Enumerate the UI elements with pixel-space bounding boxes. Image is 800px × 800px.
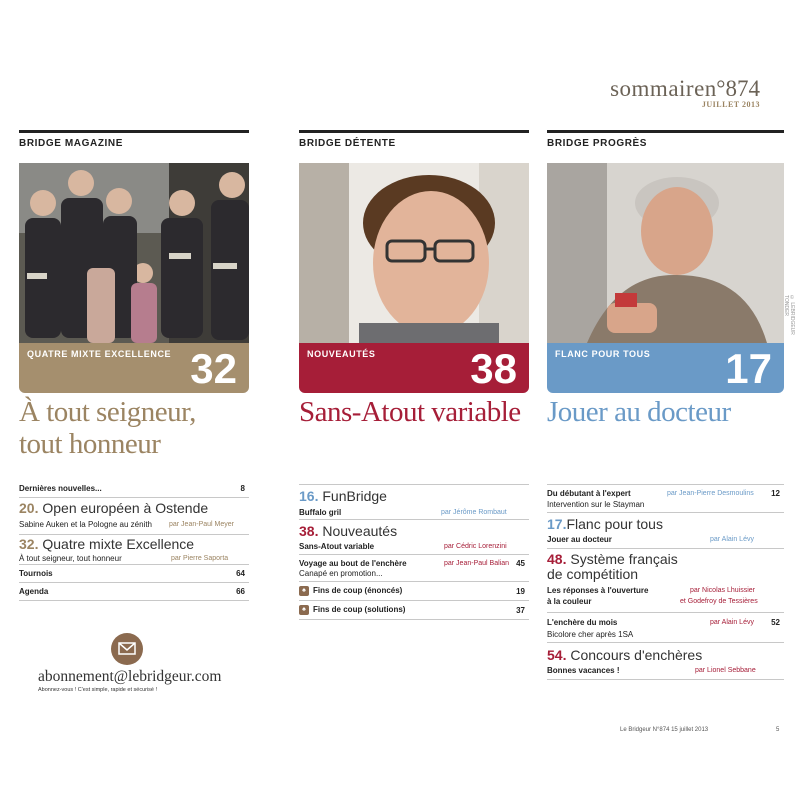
section-number: 32. — [19, 536, 39, 552]
toc-subtitle: Bicolore cher après 1SA — [547, 630, 634, 639]
toc-page: 45 — [516, 559, 525, 568]
toc-page: 64 — [236, 569, 245, 578]
toc-label: Tournois — [19, 569, 53, 578]
feature-tag: FLANC POUR TOUS — [555, 349, 651, 359]
toc-subtitle: Intervention sur le Stayman — [547, 500, 645, 509]
subscription-tagline: Abonnez-vous ! C'est simple, rapide et sécurisé ! — [38, 687, 158, 693]
section-label: FunBridge — [322, 488, 387, 504]
section-author: par Jean-Pierre Desmoulins — [667, 490, 754, 497]
section-number: 38. — [299, 523, 319, 539]
toc-label: Du débutant à l'expert — [547, 489, 631, 498]
feature-page-number: 38 — [470, 345, 517, 392]
column-heading-magazine: BRIDGE MAGAZINE — [19, 130, 249, 150]
photo-young-man[interactable] — [299, 163, 529, 343]
feature-page-number: 32 — [190, 345, 237, 392]
toc-item-voyage[interactable] — [299, 555, 529, 582]
section-number: 48. — [547, 551, 567, 567]
footer-text: Le Bridgeur N°874 15 juillet 2013 — [620, 727, 709, 733]
toc-page: 8 — [240, 484, 245, 493]
feature-title-progres[interactable]: Jouer au docteur — [547, 396, 731, 428]
section-label: Nouveautés — [322, 523, 398, 539]
section-author: par Alain Lévy — [710, 619, 754, 626]
column-heading-detente: BRIDGE DÉTENTE — [299, 130, 529, 150]
feature-tag: NOUVEAUTÉS — [307, 349, 376, 359]
section-label: Flanc pour tous — [566, 516, 663, 532]
section-label-line2: de compétition — [547, 566, 639, 582]
feature-title-detente[interactable]: Sans-Atout variable — [299, 396, 521, 428]
toc-item-enchere[interactable] — [547, 613, 784, 643]
section-label: Système français — [570, 551, 678, 567]
section-subtitle: Jouer au docteur — [547, 535, 612, 544]
section-subtitle: Sans-Atout variable — [299, 542, 375, 551]
young-man-photo-image — [299, 163, 529, 343]
toc-item-fins-solutions[interactable] — [299, 601, 529, 620]
issue-date: JUILLET 2013 — [701, 100, 760, 109]
toc-section-funbridge[interactable] — [299, 485, 529, 520]
section-author: par Jérôme Rombaut — [441, 509, 507, 516]
toc-page: 66 — [236, 587, 245, 596]
cards-icon: ♠ — [299, 605, 309, 615]
section-author: par Cédric Lorenzini — [444, 543, 507, 550]
masthead-title: sommaire — [610, 76, 705, 101]
photo-team[interactable] — [19, 163, 249, 343]
toc-label: L'enchère du mois — [547, 618, 618, 627]
feature-title-line1: À tout seigneur, — [19, 396, 196, 428]
toc-section-mixte[interactable] — [19, 535, 249, 565]
toc-label: Les réponses à l'ouverture — [547, 586, 649, 595]
toc-label-line2: à la couleur — [547, 597, 592, 606]
section-author: par Jean-Paul Meyer — [169, 521, 234, 528]
toc-label: Dernières nouvelles... — [19, 484, 102, 493]
section-author: par Nicolas Lhuissier — [690, 587, 755, 594]
section-subtitle: À tout seigneur, tout honneur — [19, 554, 122, 563]
feature-tag: QUATRE MIXTE EXCELLENCE — [27, 349, 172, 359]
toc-page: 37 — [516, 606, 525, 615]
envelope-icon — [110, 632, 144, 666]
section-label: Quatre mixte Excellence — [42, 536, 195, 552]
section-author: par Jean-Paul Balian — [444, 560, 509, 567]
toc-section-flanc[interactable] — [547, 513, 784, 549]
feature-title-magazine[interactable] — [19, 396, 269, 460]
toc-page: 19 — [516, 587, 525, 596]
toc-item-news[interactable] — [19, 481, 249, 498]
toc-detente — [299, 484, 529, 620]
toc-item-debutant[interactable] — [547, 485, 784, 513]
toc-label: Fins de coup (énoncés) — [313, 586, 403, 596]
toc-label: Agenda — [19, 587, 49, 596]
toc-section-ostende[interactable] — [19, 498, 249, 535]
section-author: par Pierre Saporta — [171, 555, 229, 562]
toc-item-tournois[interactable] — [19, 565, 249, 583]
feature-page-number: 17 — [725, 345, 772, 392]
section-number: 16. — [299, 488, 319, 504]
subscription-email[interactable]: abonnement@lebridgeur.com — [38, 668, 222, 685]
toc-section-concours[interactable] — [547, 643, 784, 680]
photo-older-man[interactable] — [547, 163, 784, 343]
photo-credit: © LEBRIDGEUR TONDER — [783, 295, 795, 335]
section-subtitle: Sabine Auken et la Pologne au zénith — [19, 520, 152, 529]
section-author-line2: et Godefroy de Tessières — [680, 598, 758, 605]
section-number: 54. — [547, 647, 567, 663]
section-author: par Alain Lévy — [710, 536, 754, 543]
section-number: 20. — [19, 500, 39, 516]
older-man-photo-image — [547, 163, 784, 343]
section-subtitle: Bonnes vacances ! — [547, 666, 620, 675]
masthead — [500, 76, 760, 109]
cards-icon: ♠ — [299, 586, 309, 596]
toc-item-agenda[interactable] — [19, 583, 249, 601]
toc-label: Voyage au bout de l'enchère — [299, 559, 407, 568]
section-author: par Lionel Sebbane — [695, 667, 756, 674]
footer-page-number: 5 — [776, 727, 780, 733]
feature-band-detente[interactable] — [299, 343, 529, 393]
toc-page: 52 — [771, 618, 780, 627]
section-label: Concours d'enchères — [570, 647, 703, 663]
toc-subtitle: Canapé en promotion... — [299, 569, 383, 578]
issue-number: n°874 — [704, 76, 760, 101]
team-photo-image — [19, 163, 249, 343]
feature-title-line2: tout honneur — [19, 428, 161, 460]
feature-band-magazine[interactable] — [19, 343, 249, 393]
toc-item-fins-enonces[interactable] — [299, 582, 529, 601]
column-heading-progres: BRIDGE PROGRÈS — [547, 130, 784, 150]
toc-page: 12 — [771, 489, 780, 498]
section-label: Open européen à Ostende — [42, 500, 209, 516]
toc-label: Fins de coup (solutions) — [313, 605, 406, 615]
toc-section-systeme[interactable] — [547, 549, 784, 613]
feature-band-progres[interactable] — [547, 343, 784, 393]
section-number: 17. — [547, 516, 567, 532]
envelope-badge — [110, 632, 144, 666]
toc-progres — [547, 484, 784, 680]
toc-magazine — [19, 481, 249, 601]
toc-section-nouveautes[interactable] — [299, 520, 529, 555]
section-subtitle: Buffalo gril — [299, 508, 342, 517]
